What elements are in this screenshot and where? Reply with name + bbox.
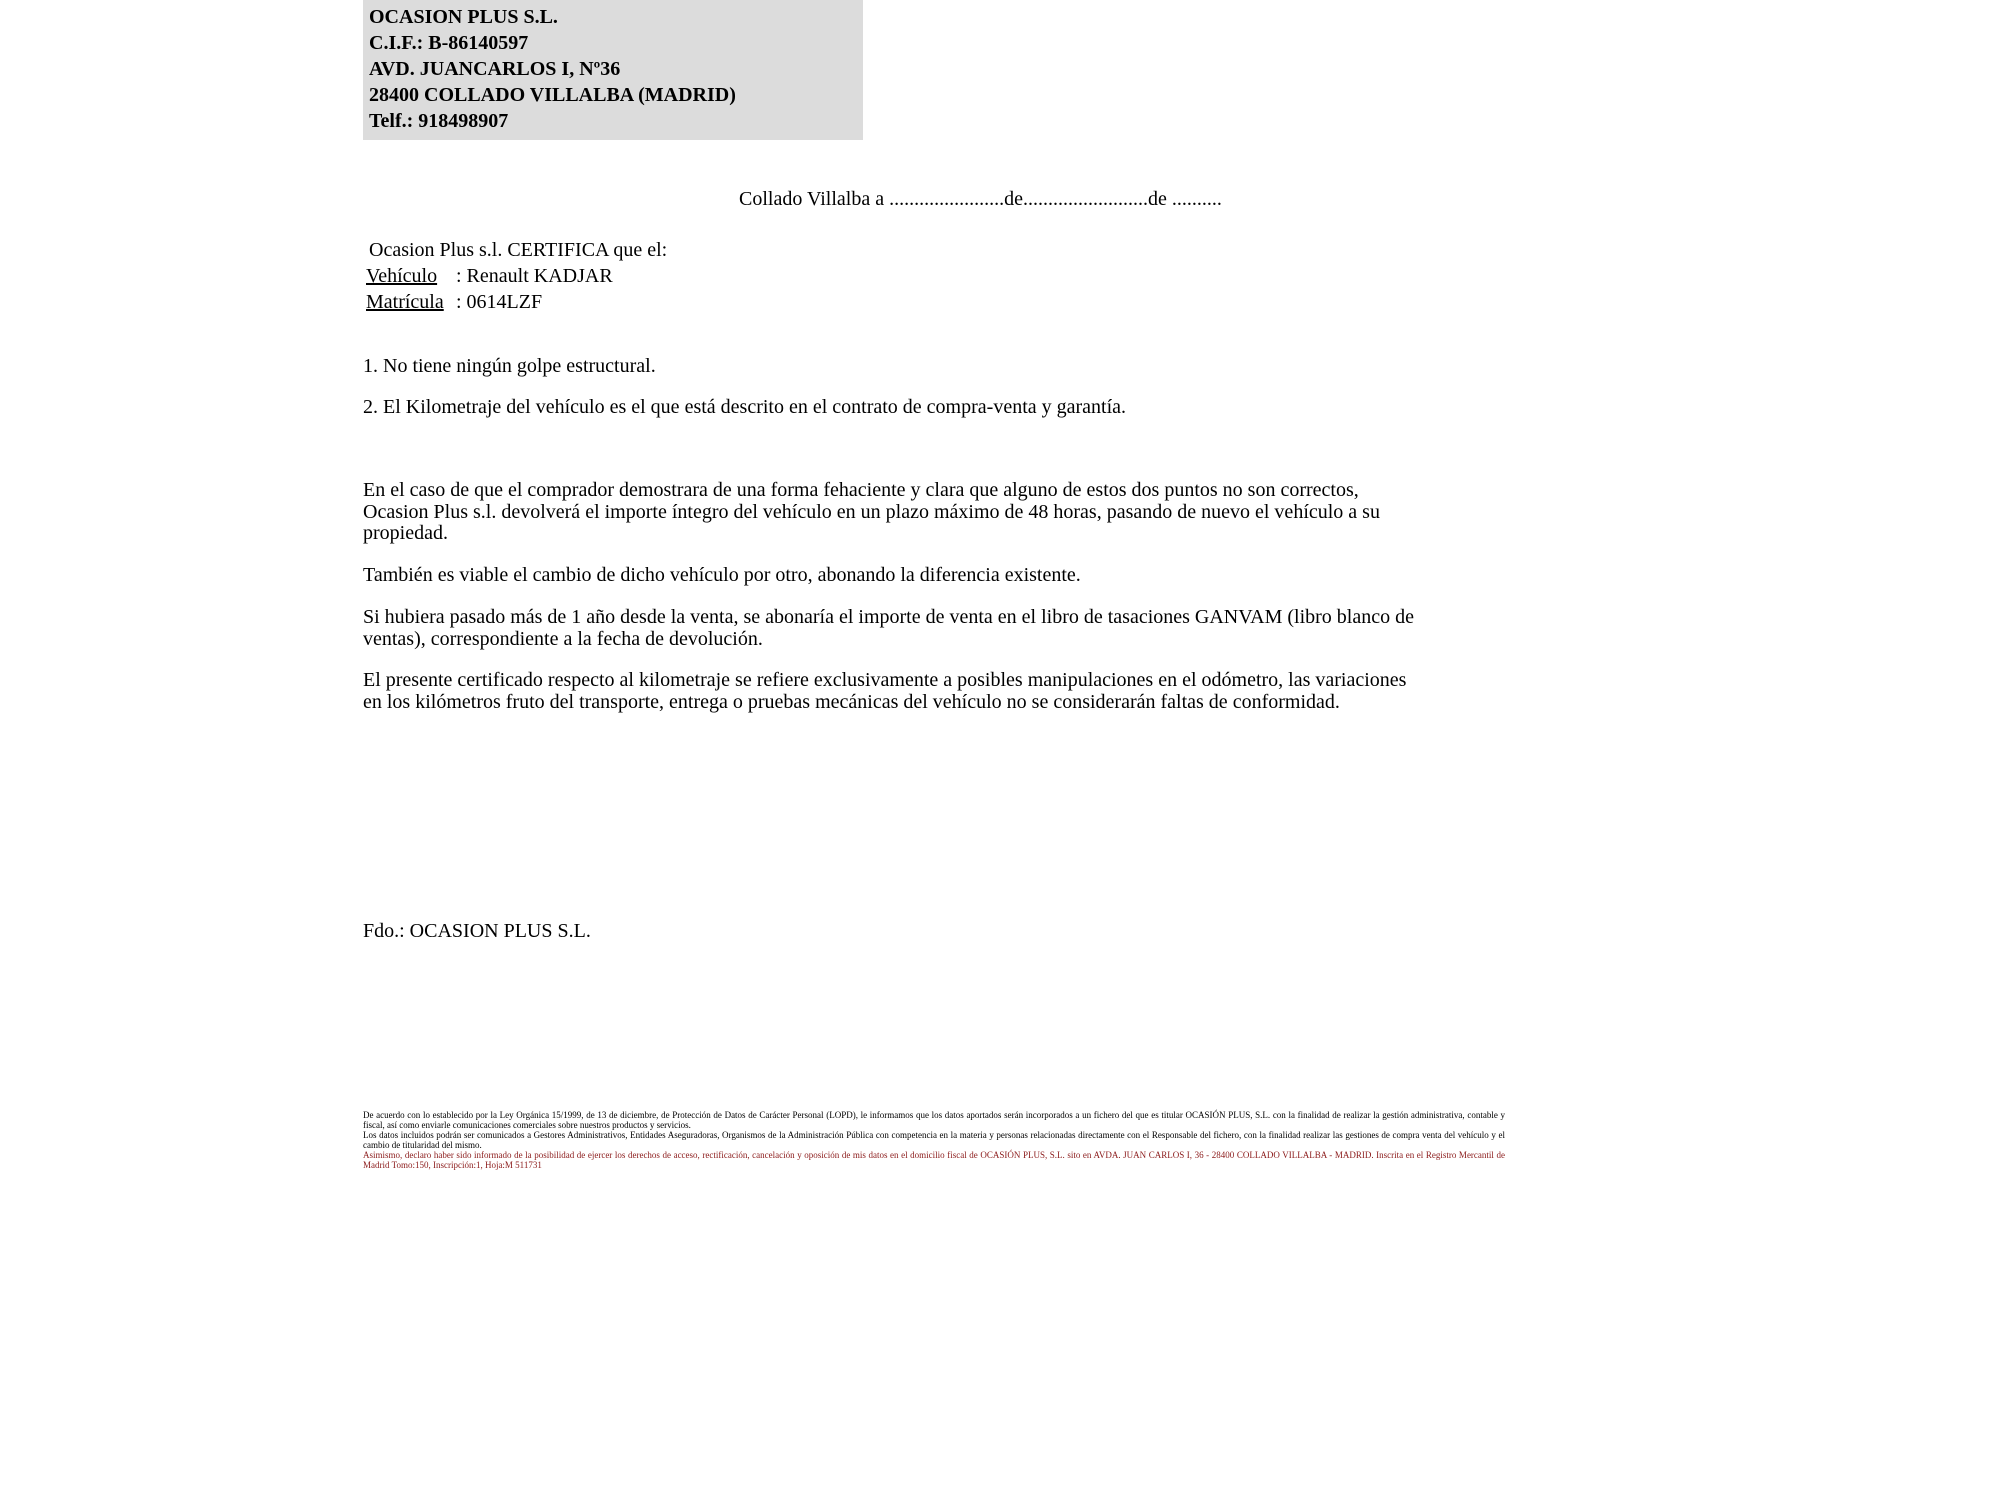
company-cif: C.I.F.: B-86140597: [369, 32, 529, 54]
date-line: Collado Villalba a .......................de.........................de ..........: [739, 188, 1222, 210]
vehicle-row: [366, 263, 1505, 289]
legal-footer: [363, 1110, 1505, 1170]
condition-1: 1. No tiene ningún golpe estructural.: [363, 355, 656, 377]
plate-row: [366, 289, 1505, 315]
condition-2: 2. El Kilometraje del vehículo es el que está descrito en el contrato de compra-venta y garantía.: [363, 396, 1127, 418]
vehicle-value: : Renault KADJAR: [456, 265, 613, 287]
plate-value: : 0614LZF: [456, 291, 543, 313]
vehicle-label: Vehículo: [366, 265, 438, 287]
document-page: [363, 0, 1505, 943]
plate-label: Matrícula: [366, 291, 444, 313]
company-phone: Telf.: 918498907: [369, 110, 509, 132]
certify-intro: Ocasion Plus s.l. CERTIFICA que el:: [369, 239, 668, 261]
paragraph-refund: En el caso de que el comprador demostrara de una forma fehaciente y clara que alguno de estos dos puntos no son correctos, Ocasion Plus s.l. devolverá el importe íntegro del vehículo en un plazo máximo de 48 horas, pasando de nuevo el vehículo a su propiedad.: [363, 479, 1380, 545]
company-name: OCASION PLUS S.L.: [369, 6, 558, 28]
lopd-paragraph-2: Los datos incluidos podrán ser comunicados a Gestores Administrativos, Entidades Aseguradoras, Organismos de la Administración Pública con competencia en la materia y personas relacionadas directamente con el Responsable del fichero, con la finalidad realizar las gestiones de compra venta del vehículo y el cambio de titularidad del mismo.: [363, 1130, 1505, 1150]
paragraph-ganvam: Si hubiera pasado más de 1 año desde la venta, se abonaría el importe de venta en el libro de tasaciones GANVAM (libro blanco de ventas), correspondiente a la fecha de devolución.: [363, 605, 1414, 650]
signature-line: Fdo.: OCASION PLUS S.L.: [363, 919, 591, 942]
paragraph-odometer: El presente certificado respecto al kilometraje se refiere exclusivamente a posibles manipulaciones en el odómetro, las variaciones en los kilómetros fruto del transporte, entrega o pruebas mecánicas del vehículo no se considerarán faltas de conformidad.: [363, 669, 1407, 713]
lopd-paragraph-3: Asimismo, declaro haber sido informado de la posibilidad de ejercer los derechos de acceso, rectificación, cancelación y oposición de mis datos en el domicilio fiscal de OCASIÓN PLUS, S.L. sito en AVDA. JUAN CARLOS I, 36 - 28400 COLLADO VILLALBA - MADRID. Inscrita en el Registro Mercantil de Madrid Tomo:150, Inscripción:1, Hoja:M 511731: [363, 1150, 1505, 1170]
paragraph-exchange: También es viable el cambio de dicho vehículo por otro, abonando la diferencia existente.: [363, 564, 1081, 587]
lopd-paragraph-1: De acuerdo con lo establecido por la Ley Orgánica 15/1999, de 13 de diciembre, de Protección de Datos de Carácter Personal (LOPD), le informamos que los datos aportados serán incorporados a un fichero del que es titular OCASIÓN PLUS, S.L. con la finalidad de realizar la gestión administrativa, contable y fiscal, así como enviarle comunicaciones comerciales sobre nuestros productos y servicios.: [363, 1110, 1505, 1130]
company-header-box: [363, 0, 863, 140]
company-address: AVD. JUANCARLOS I, Nº36: [369, 58, 621, 80]
company-city: 28400 COLLADO VILLALBA (MADRID): [369, 84, 736, 106]
